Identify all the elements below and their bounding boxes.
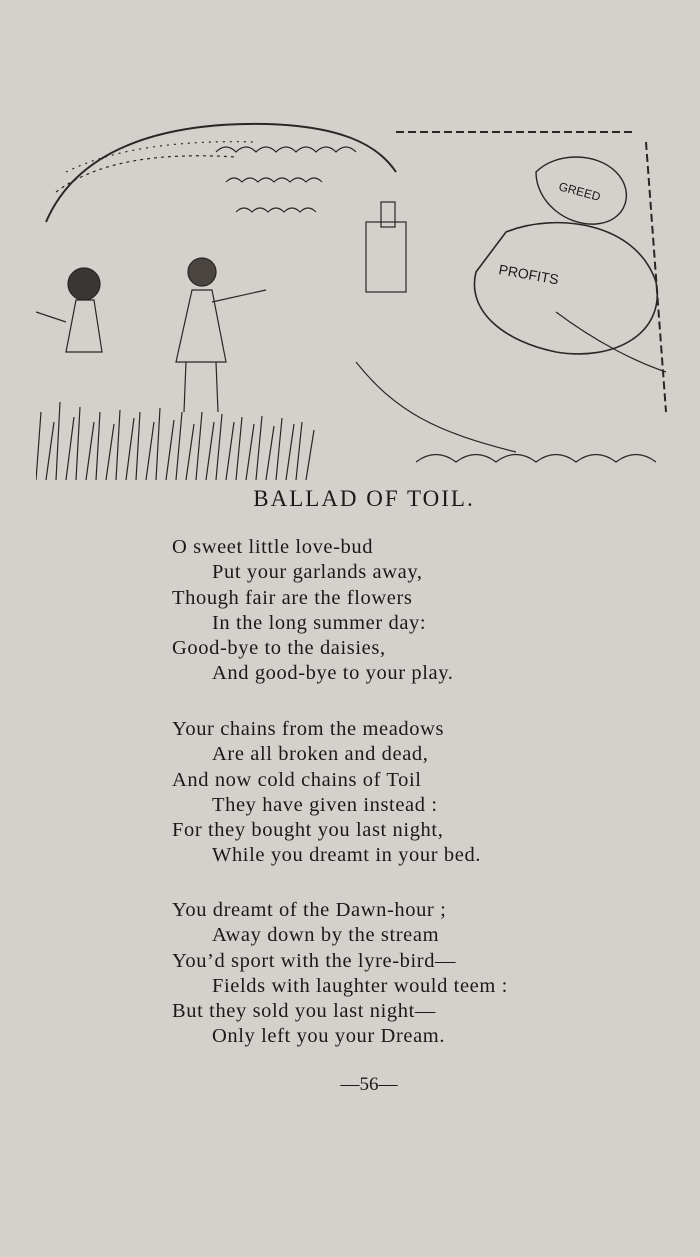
poem-line: Though fair are the flowers bbox=[172, 586, 413, 609]
poem-line: Are all broken and dead, bbox=[212, 743, 429, 766]
poem-line: Away down by the stream bbox=[212, 924, 440, 947]
poem-line: They have given instead : bbox=[212, 793, 438, 816]
poem-line: Your chains from the meadows bbox=[172, 718, 445, 740]
poem-line: But they sold you last night— bbox=[172, 1000, 436, 1023]
poem-line: In the long summer day: bbox=[212, 611, 427, 634]
stanza-3 bbox=[172, 898, 508, 1050]
poem-line: O sweet little love-bud bbox=[172, 536, 374, 558]
poem-line: Good-bye to the daisies, bbox=[172, 637, 386, 660]
poem-line: And good-bye to your play. bbox=[212, 662, 454, 685]
stanza-1 bbox=[172, 535, 453, 687]
profits-label: PROFITS bbox=[497, 261, 561, 288]
poem-line: Put your garlands away, bbox=[212, 561, 423, 584]
page-number: —56— bbox=[340, 1074, 398, 1095]
stanza-2 bbox=[172, 717, 481, 869]
poem-line: You’d sport with the lyre-bird— bbox=[172, 949, 457, 972]
poem-line: And now cold chains of Toil bbox=[172, 768, 422, 791]
poem-line: Only left you your Dream. bbox=[212, 1025, 446, 1048]
poem-line: For they bought you last night, bbox=[172, 819, 444, 842]
poem-line: While you dreamt in your bed. bbox=[212, 844, 482, 867]
poem-line: Fields with laughter would teem : bbox=[212, 974, 508, 997]
poem-title: BALLAD OF TOIL. bbox=[253, 486, 475, 511]
poem-line: You dreamt of the Dawn-hour ; bbox=[172, 899, 447, 921]
ballad-illustration bbox=[36, 112, 676, 480]
greed-label: GREED bbox=[557, 179, 603, 204]
